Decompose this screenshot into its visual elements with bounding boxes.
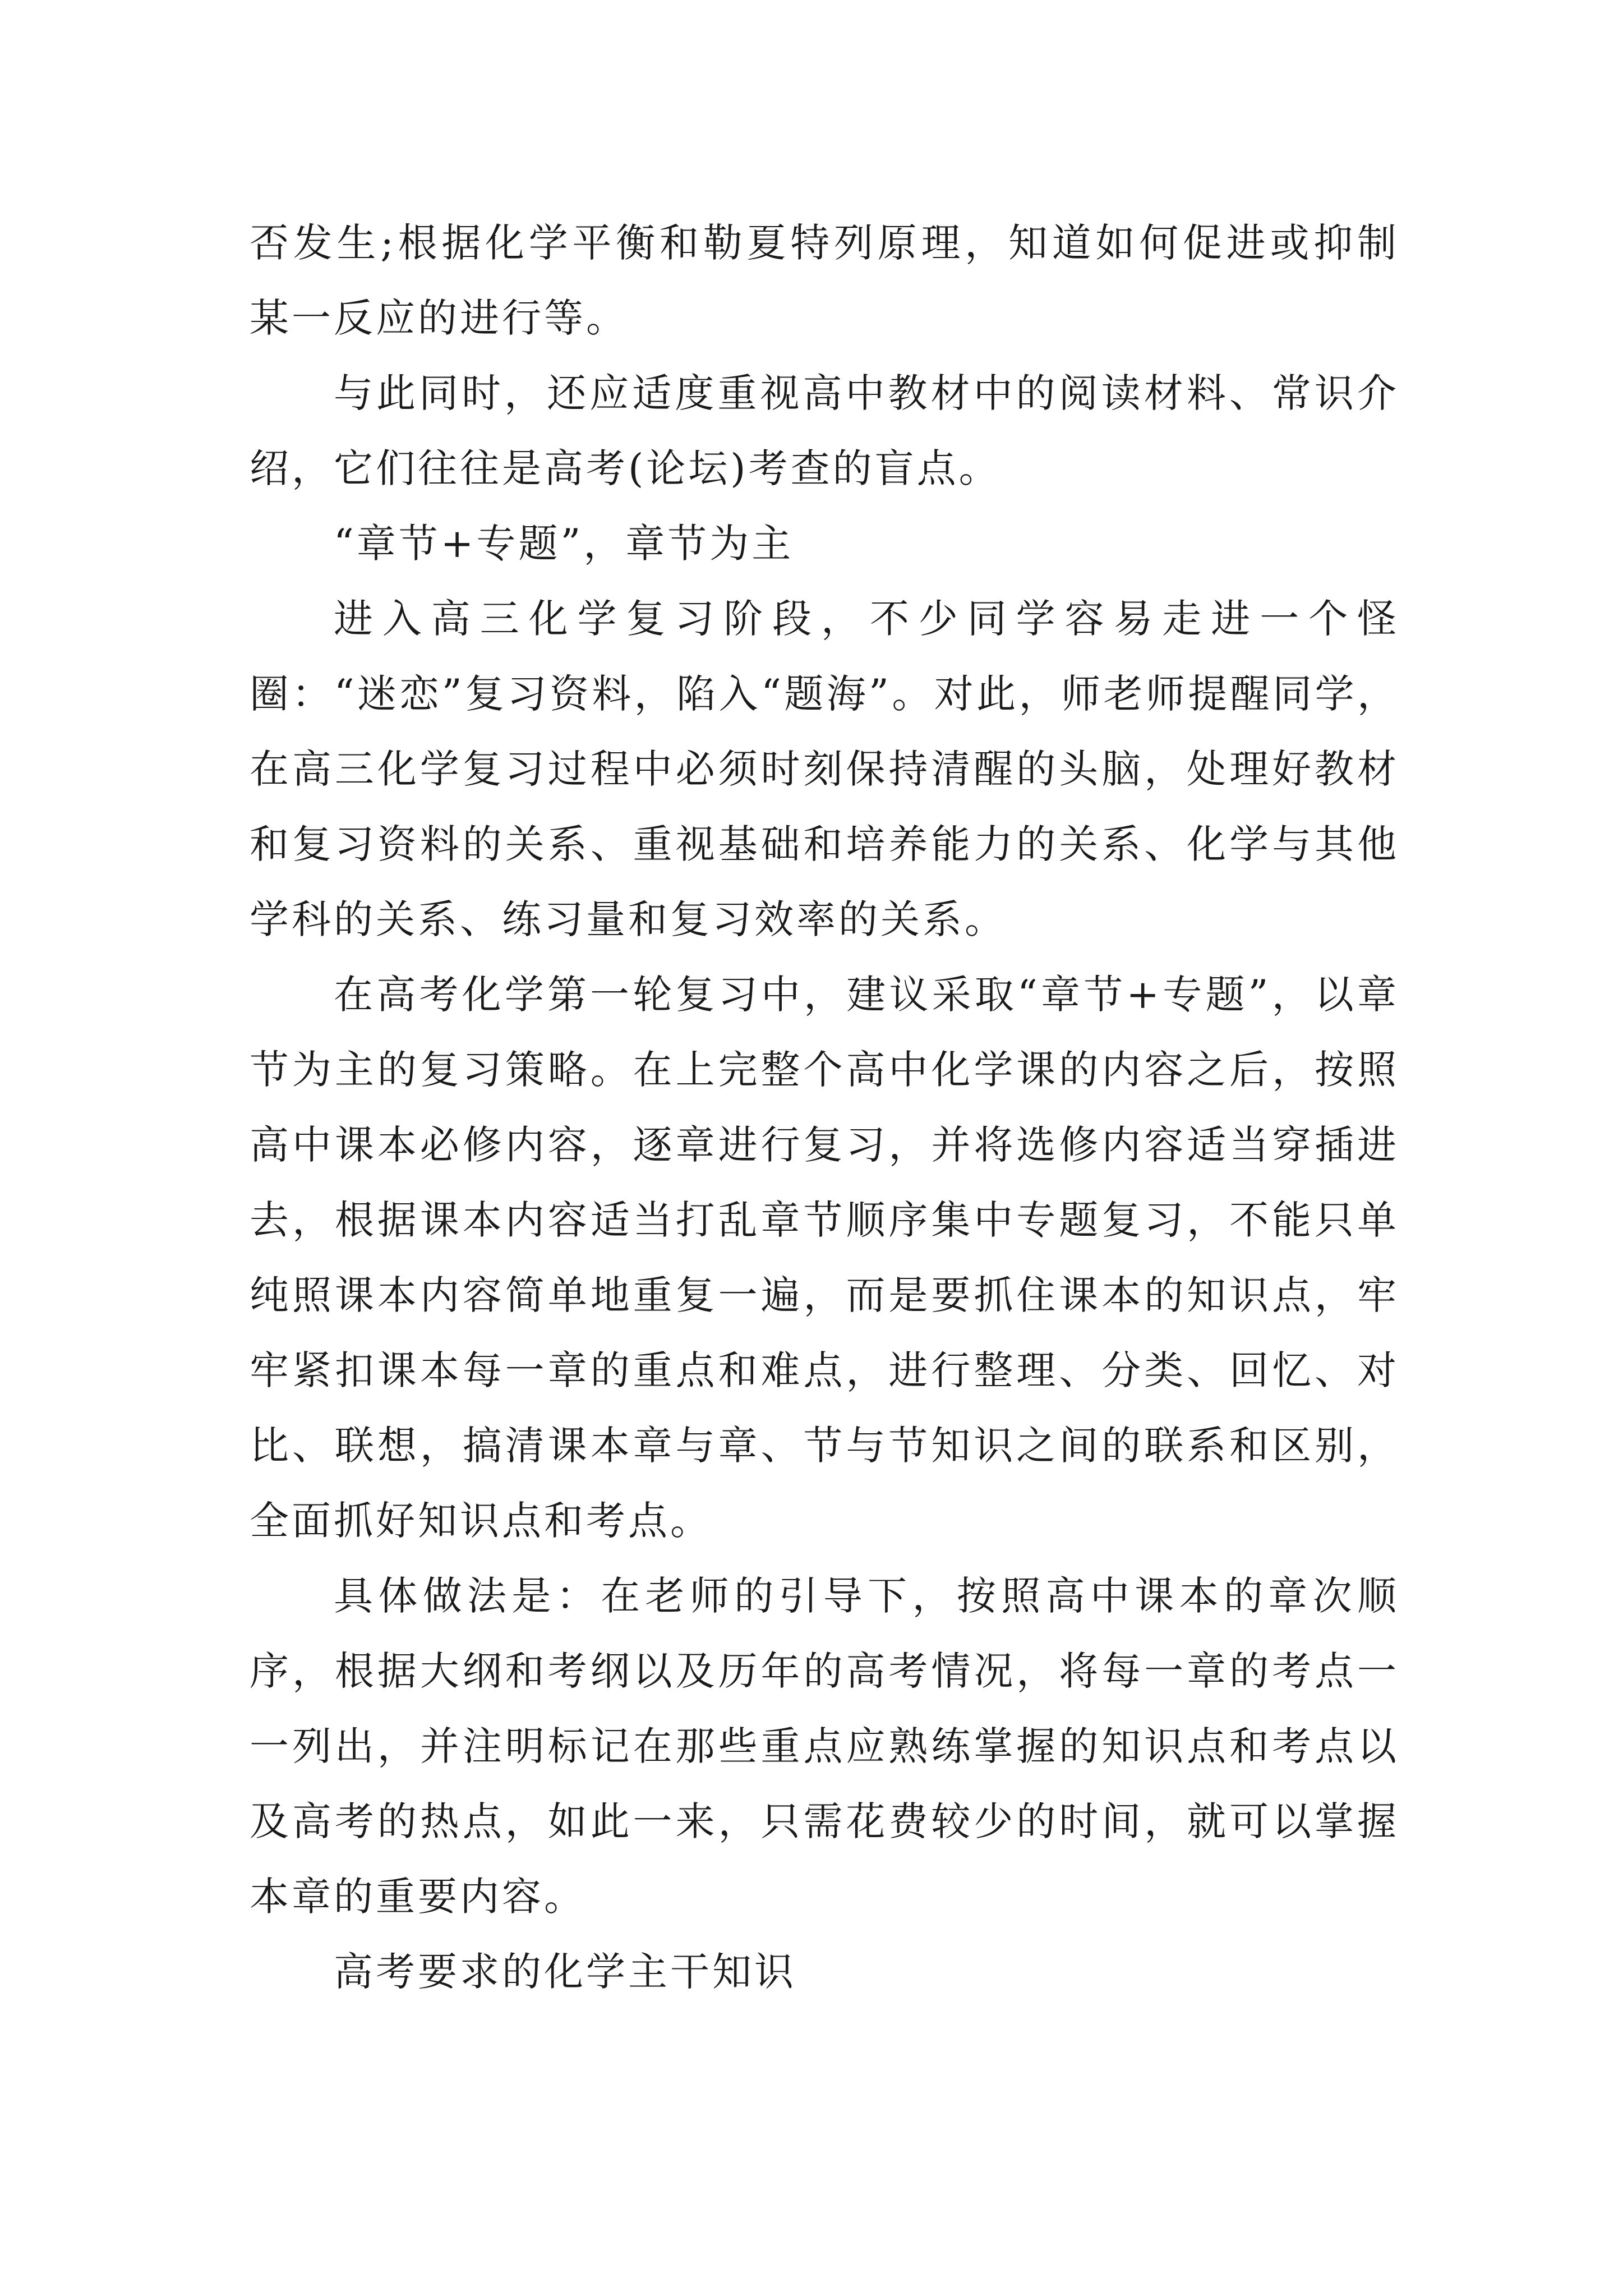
paragraph-continuation: 否发生;根据化学平衡和勒夏特列原理，知道如何促进或抑制某一反应的进行等。 bbox=[250, 220, 1399, 341]
section-heading-main-knowledge: 高考要求的化学主干知识 bbox=[334, 1949, 796, 1995]
paragraph-method: 具体做法是：在老师的引导下，按照高中课本的章次顺序，根据大纲和考纲以及历年的高考情况，将每一章的考点一一列出，并注明标记在那些重点应熟练掌握的知识点和考点以及高考的热点，如此一来，只需花费较少的时间，就可以掌握本章的重要内容。 bbox=[250, 1573, 1399, 1920]
document-page bbox=[250, 205, 1399, 2009]
section-heading-chapter-topic: “章节+专题”，章节为主 bbox=[334, 521, 794, 567]
paragraph-first-round-review: 在高考化学第一轮复习中，建议采取“章节+专题”，以章节为主的复习策略。在上完整个高中化学课的内容之后，按照高中课本必修内容，逐章进行复习，并将选修内容适当穿插进去，根据课本内容适当打乱章节顺序集中专题复习，不能只单纯照课本内容简单地重复一遍，而是要抓住课本的知识点，牢牢紧扣课本每一章的重点和难点，进行整理、分类、回忆、对比、联想，搞清课本章与章、节与节知识之间的联系和区别，全面抓好知识点和考点。 bbox=[250, 972, 1399, 1544]
paragraph-textbook-reading: 与此同时，还应适度重视高中教材中的阅读材料、常识介绍，它们往往是高考(论坛)考查的盲点。 bbox=[250, 370, 1399, 491]
paragraph-review-stage: 进入高三化学复习阶段，不少同学容易走进一个怪圈：“迷恋”复习资料，陷入“题海”。对此，师老师提醒同学，在高三化学复习过程中必须时刻保持清醒的头脑，处理好教材和复习资料的关系、重视基础和培养能力的关系、化学与其他学科的关系、练习量和复习效率的关系。 bbox=[250, 596, 1399, 942]
